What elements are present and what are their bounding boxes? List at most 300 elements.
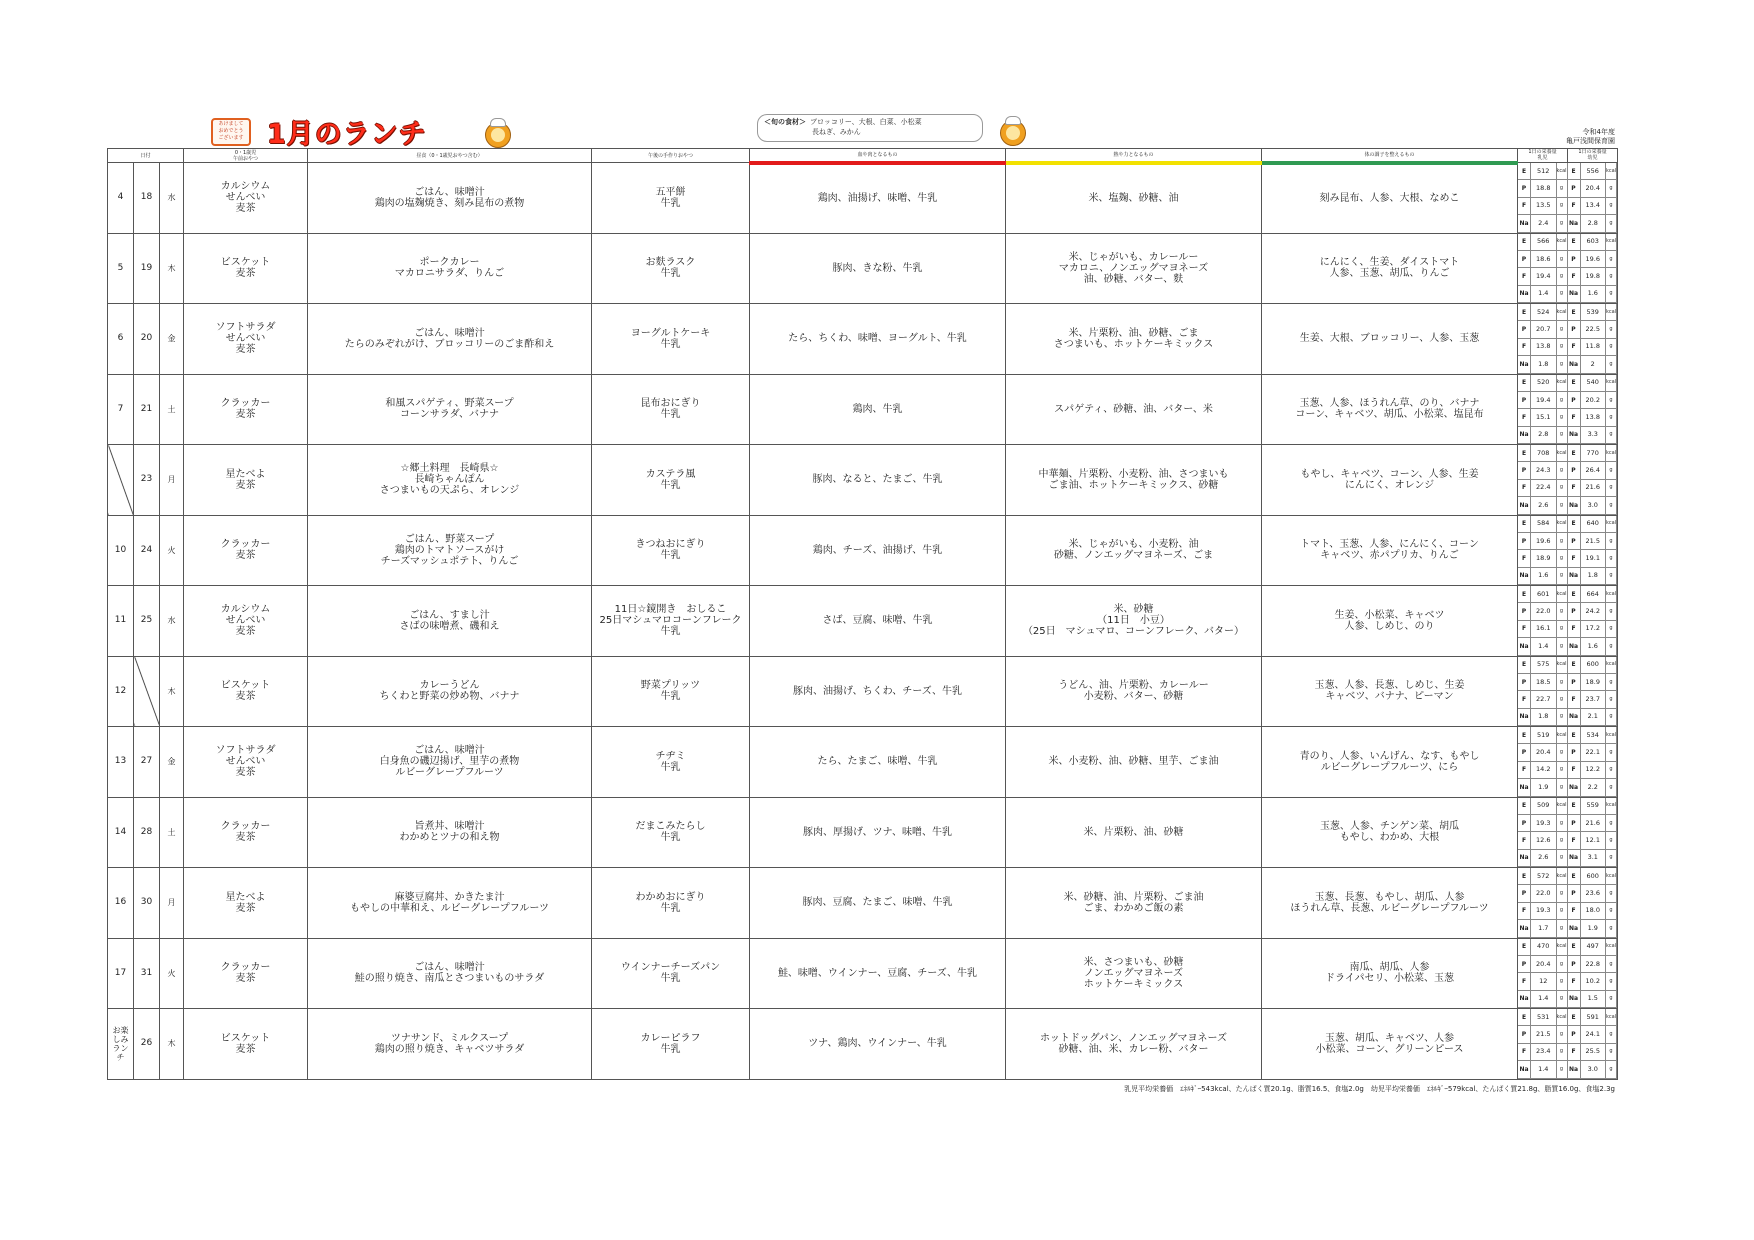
day-index-cell: 17 [108,938,134,1009]
nutrient-unit: g [1606,815,1617,832]
nutrient-unit: g [1557,850,1568,867]
nutrient-key: F [1518,973,1531,990]
nutrient-key: F [1568,762,1581,779]
nutrient-unit: g [1606,550,1617,567]
nutrient-value: 470 [1531,939,1557,956]
nutrient-value: 640 [1581,516,1607,533]
nutrient-value: 22.4 [1531,480,1557,497]
nutrient-unit: g [1557,409,1568,426]
nutrient-unit: g [1606,956,1617,973]
afternoon-snack-cell: チヂミ 牛乳 [592,727,750,798]
morning-snack-cell: ソフトサラダ せんべい 麦茶 [184,304,308,375]
red-food-cell: たら、ちくわ、味噌、ヨーグルト、牛乳 [750,304,1006,375]
lunch-cell: ごはん、野菜スープ 鶏肉のトマトソースがけ チーズマッシュポテト、りんご [308,515,592,586]
nutrition-grid [1518,163,1617,233]
nutrient-value: 23.7 [1581,691,1607,708]
yellow-food-cell: 米、砂糖、油、片栗粉、ごま油 ごま、わかめご飯の素 [1006,868,1262,939]
nutrient-key: E [1518,304,1531,321]
nutrient-key: P [1518,392,1531,409]
nutrient-unit: g [1557,638,1568,655]
date-cell: 26 [134,1009,160,1080]
nutrient-value: 1.6 [1531,568,1557,585]
nutrient-unit: g [1606,533,1617,550]
nutrient-key: E [1518,798,1531,815]
nutrient-value: 1.8 [1531,709,1557,726]
red-food-cell: さば、豆腐、味噌、牛乳 [750,586,1006,657]
nutrient-value: 600 [1581,657,1607,674]
nutrient-value: 23.6 [1581,885,1607,902]
nutrient-value: 2.6 [1531,497,1557,514]
day-index-cell: 10 [108,515,134,586]
day-index-cell: 12 [108,656,134,727]
nutrient-key: Na [1568,850,1581,867]
nutrient-unit: g [1557,744,1568,761]
weekday-cell: 木 [160,233,184,304]
yellow-food-cell: 米、小麦粉、油、砂糖、里芋、ごま油 [1006,727,1262,798]
nutrient-value: 20.4 [1531,956,1557,973]
date-cell: 19 [134,233,160,304]
nutrient-unit: g [1606,973,1617,990]
nutrient-key: F [1568,198,1581,215]
nutrient-key: P [1518,1026,1531,1043]
nutrient-key: P [1568,1026,1581,1043]
nutrient-unit: kcal [1606,163,1617,180]
weekday-cell: 土 [160,797,184,868]
menu-table [107,148,1618,1080]
lunch-cell: ごはん、すまし汁 さばの味噌煮、磯和え [308,586,592,657]
nutrient-value: 1.4 [1531,638,1557,655]
date-cell: 28 [134,797,160,868]
nutrient-value: 12.1 [1581,832,1607,849]
weekday-cell: 火 [160,515,184,586]
nutrition-grid [1518,516,1617,586]
nutrient-unit: g [1606,409,1617,426]
nutrient-value: 21.6 [1581,815,1607,832]
nutrient-key: Na [1568,1061,1581,1078]
nutrient-unit: g [1557,779,1568,796]
col-nutrition-infant: 1日の栄養量 乳児 [1518,149,1568,162]
yellow-food-cell: 米、片栗粉、油、砂糖 [1006,797,1262,868]
green-food-cell: トマト、玉葱、人参、にんにく、コーン キャベツ、赤パプリカ、りんご [1262,515,1518,586]
yellow-food-cell: 米、片栗粉、油、砂糖、ごま さつまいも、ホットケーキミックス [1006,304,1262,375]
nutrient-key: E [1568,939,1581,956]
green-food-cell: にんにく、生姜、ダイストマト 人参、玉葱、胡瓜、りんご [1262,233,1518,304]
lunch-cell: ツナサンド、ミルクスープ 鶏肉の照り焼き、キャベツサラダ [308,1009,592,1080]
nutrient-value: 10.2 [1581,973,1607,990]
green-food-cell: 刻み昆布、人参、大根、なめこ [1262,163,1518,234]
nutrient-unit: g [1606,991,1617,1008]
nutrition-grid [1518,586,1617,656]
nutrient-key: P [1568,321,1581,338]
morning-snack-cell: クラッカー 麦茶 [184,515,308,586]
nutrient-key: F [1568,409,1581,426]
nutrient-value: 539 [1581,304,1607,321]
green-food-cell: 玉葱、人参、長葱、しめじ、生姜 キャベツ、バナナ、ピーマン [1262,656,1518,727]
nutrient-value: 2.6 [1531,850,1557,867]
nutrient-key: E [1518,657,1531,674]
day-index-cell: お楽しみランチ [108,1009,134,1080]
nutrient-key: F [1568,832,1581,849]
nutrient-key: E [1568,234,1581,251]
morning-snack-cell: カルシウム せんべい 麦茶 [184,163,308,234]
nutrient-unit: g [1606,321,1617,338]
day-index-cell: 6 [108,304,134,375]
nutrient-key: F [1568,691,1581,708]
nutrient-unit: g [1557,339,1568,356]
nutrient-unit: g [1606,339,1617,356]
nutrient-value: 25.5 [1581,1044,1607,1061]
nutrient-value: 21.5 [1531,1026,1557,1043]
nutrient-value: 13.4 [1581,198,1607,215]
nutrient-value: 11.8 [1581,339,1607,356]
nutrition-cell [1518,727,1618,798]
menu-row [108,163,1618,234]
col-nutrition [1518,149,1618,163]
nutrient-key: P [1518,744,1531,761]
lunch-cell: ごはん、味噌汁 白身魚の磯辺揚げ、里芋の煮物 ルビーグレープフルーツ [308,727,592,798]
day-index-cell: 14 [108,797,134,868]
nutrient-unit: g [1606,621,1617,638]
nutrient-unit: kcal [1606,657,1617,674]
nutrient-key: E [1518,1009,1531,1026]
nutrient-key: Na [1568,286,1581,303]
nutrient-value: 12.2 [1581,762,1607,779]
nutrient-unit: g [1557,198,1568,215]
nutrition-cell [1518,868,1618,939]
nutrient-key: Na [1518,215,1531,232]
nutrient-value: 520 [1531,375,1557,392]
nutrient-value: 497 [1581,939,1607,956]
nutrient-unit: kcal [1557,939,1568,956]
nutrient-unit: kcal [1557,1009,1568,1026]
nutrient-key: E [1568,1009,1581,1026]
nutrition-grid [1518,727,1617,797]
nutrient-key: Na [1518,286,1531,303]
nutrition-cell [1518,656,1618,727]
nutrient-unit: g [1606,1044,1617,1061]
nutrient-unit: g [1606,497,1617,514]
lunch-cell: 麻婆豆腐丼、かきたま汁 もやしの中華和え、ルビーグレープフルーツ [308,868,592,939]
nutrient-key: P [1518,815,1531,832]
nutrient-key: P [1518,180,1531,197]
nutrient-key: Na [1568,356,1581,373]
nutrient-unit: g [1606,251,1617,268]
nutrient-value: 584 [1531,516,1557,533]
nutrient-value: 18.6 [1531,251,1557,268]
nutrient-value: 2.1 [1581,709,1607,726]
nutrient-value: 664 [1581,586,1607,603]
nutrient-value: 18.5 [1531,674,1557,691]
nutrient-value: 18.8 [1531,180,1557,197]
nutrient-value: 540 [1581,375,1607,392]
nutrient-value: 600 [1581,868,1607,885]
nutrient-unit: kcal [1557,516,1568,533]
nutrient-value: 22.7 [1531,691,1557,708]
menu-row [108,374,1618,445]
morning-snack-cell: ビスケット 麦茶 [184,233,308,304]
nutrient-unit: g [1557,1044,1568,1061]
nutrient-key: E [1518,939,1531,956]
nutrition-cell [1518,515,1618,586]
nutrient-unit: g [1606,180,1617,197]
day-index-cell: 4 [108,163,134,234]
nutrient-key: F [1568,1044,1581,1061]
nutrition-grid [1518,375,1617,445]
nutrient-unit: g [1557,533,1568,550]
afternoon-snack-cell: きつねおにぎり 牛乳 [592,515,750,586]
menu-row [108,304,1618,375]
morning-snack-cell: 星たべよ 麦茶 [184,445,308,516]
day-index-cell: 11 [108,586,134,657]
morning-snack-cell: ビスケット 麦茶 [184,1009,308,1080]
nutrient-unit: g [1606,832,1617,849]
nutrient-unit: kcal [1606,375,1617,392]
nutrient-value: 19.3 [1531,815,1557,832]
nutrient-key: P [1568,815,1581,832]
nutrient-key: Na [1518,920,1531,937]
weekday-cell: 月 [160,868,184,939]
nutrient-value: 22.0 [1531,885,1557,902]
afternoon-snack-cell: わかめおにぎり 牛乳 [592,868,750,939]
nutrient-key: P [1518,321,1531,338]
nutrient-key: E [1568,304,1581,321]
nutrient-value: 1.8 [1531,356,1557,373]
menu-row [108,586,1618,657]
nutrient-value: 1.6 [1581,286,1607,303]
nutrient-value: 20.7 [1531,321,1557,338]
lunch-cell: 和風スパゲティ、野菜スープ コーンサラダ、バナナ [308,374,592,445]
afternoon-snack-cell: ヨーグルトケーキ 牛乳 [592,304,750,375]
nutrient-key: P [1568,180,1581,197]
yellow-food-cell: 中華麺、片栗粉、小麦粉、油、さつまいも ごま油、ホットケーキミックス、砂糖 [1006,445,1262,516]
lunch-cell: ごはん、味噌汁 鶏肉の塩麹焼き、刻み昆布の煮物 [308,163,592,234]
green-food-cell: 生姜、大根、ブロッコリー、人参、玉葱 [1262,304,1518,375]
nutrient-key: F [1518,339,1531,356]
date-cell: 25 [134,586,160,657]
nutrition-cell [1518,586,1618,657]
menu-row [108,656,1618,727]
seasonal-line2: 長ねぎ、みかん [812,128,861,136]
new-year-greeting-badge: あけまして おめでとう ございます [211,118,251,146]
nutrient-key: E [1518,516,1531,533]
menu-row [108,1009,1618,1080]
nutrient-value: 524 [1531,304,1557,321]
lion-chef-mascot-icon [485,118,515,148]
nutrient-key: Na [1518,427,1531,444]
year-label: 令和4年度 [1582,128,1615,136]
weekday-cell: 火 [160,938,184,1009]
nutrient-key: Na [1518,497,1531,514]
lunch-cell: 旨煮丼、味噌汁 わかめとツナの和え物 [308,797,592,868]
nutrient-unit: g [1606,268,1617,285]
nutrient-unit: g [1557,568,1568,585]
nutrient-value: 601 [1531,586,1557,603]
nutrient-value: 19.8 [1581,268,1607,285]
weekday-cell: 金 [160,304,184,375]
nutrient-key: E [1568,657,1581,674]
nutrient-key: E [1518,586,1531,603]
nutrient-unit: kcal [1606,868,1617,885]
nutrient-unit: g [1606,568,1617,585]
day-index-cell: 13 [108,727,134,798]
nutrient-unit: g [1557,497,1568,514]
afternoon-snack-cell: カステラ風 牛乳 [592,445,750,516]
nutrient-key: F [1518,621,1531,638]
col-date: 日付 [108,149,184,163]
page-title: 1月のランチ [267,119,427,150]
nutrient-unit: g [1557,356,1568,373]
nutrient-value: 1.7 [1531,920,1557,937]
date-cell: 18 [134,163,160,234]
afternoon-snack-cell: 昆布おにぎり 牛乳 [592,374,750,445]
nutrition-grid [1518,798,1617,868]
nutrient-key: Na [1568,215,1581,232]
nutrient-unit: kcal [1606,1009,1617,1026]
weekday-cell: 木 [160,656,184,727]
nutrient-key: F [1518,832,1531,849]
nutrient-key: P [1568,744,1581,761]
nutrient-value: 1.8 [1581,568,1607,585]
nutrient-unit: kcal [1606,234,1617,251]
weekday-cell: 水 [160,586,184,657]
nutrient-unit: kcal [1557,163,1568,180]
nutrition-cell [1518,304,1618,375]
morning-snack-cell: クラッカー 麦茶 [184,797,308,868]
nutrient-key: P [1568,392,1581,409]
morning-snack-cell: ビスケット 麦茶 [184,656,308,727]
morning-snack-cell: クラッカー 麦茶 [184,374,308,445]
nutrient-unit: g [1606,356,1617,373]
green-food-cell: 玉葱、長葱、もやし、胡瓜、人参 ほうれん草、長葱、ルビーグレープフルーツ [1262,868,1518,939]
seasonal-line1: ブロッコリー、大根、白菜、小松菜 [810,118,922,126]
nutrient-unit: kcal [1606,304,1617,321]
nutrient-unit: g [1606,603,1617,620]
red-food-cell: 鮭、味噌、ウインナー、豆腐、チーズ、牛乳 [750,938,1006,1009]
nutrient-unit: g [1606,392,1617,409]
yellow-food-cell: スパゲティ、砂糖、油、バター、米 [1006,374,1262,445]
col-yellow-group: 熱や力となるもの [1006,149,1262,163]
nutrient-unit: g [1557,709,1568,726]
nutrient-value: 559 [1581,798,1607,815]
nutrient-value: 19.4 [1531,392,1557,409]
nutrient-value: 1.5 [1581,991,1607,1008]
nutrient-key: Na [1518,991,1531,1008]
nutrient-value: 17.2 [1581,621,1607,638]
nutrient-value: 512 [1531,163,1557,180]
red-food-cell: ツナ、鶏肉、ウインナー、牛乳 [750,1009,1006,1080]
nutrient-key: Na [1568,568,1581,585]
nutrient-key: P [1568,603,1581,620]
nutrient-key: P [1518,462,1531,479]
menu-row [108,797,1618,868]
nutrition-grid [1518,445,1617,515]
menu-row [108,868,1618,939]
nutrient-unit: g [1557,991,1568,1008]
nutrient-key: Na [1568,709,1581,726]
nutrient-unit: g [1557,885,1568,902]
nutrient-unit: g [1606,198,1617,215]
nutrient-unit: g [1557,286,1568,303]
nutrient-unit: g [1606,215,1617,232]
nutrient-value: 1.9 [1581,920,1607,937]
menu-row [108,727,1618,798]
green-food-cell: 青のり、人参、いんげん、なす、もやし ルビーグレープフルーツ、にら [1262,727,1518,798]
nutrient-unit: g [1557,920,1568,937]
nutrient-key: P [1518,674,1531,691]
morning-snack-cell: カルシウム せんべい 麦茶 [184,586,308,657]
nutrient-key: P [1518,251,1531,268]
nutrient-value: 3.1 [1581,850,1607,867]
red-food-cell: 鶏肉、油揚げ、味噌、牛乳 [750,163,1006,234]
nutrition-cell [1518,233,1618,304]
nutrient-unit: kcal [1606,516,1617,533]
nutrient-key: P [1568,251,1581,268]
yellow-food-cell: 米、砂糖 （11日 小豆） （25日 マシュマロ、コーンフレーク、バター） [1006,586,1262,657]
nutrient-unit: g [1557,550,1568,567]
nutrient-key: F [1518,268,1531,285]
lunch-cell: ☆郷土料理 長崎県☆ 長崎ちゃんぽん さつまいもの天ぷら、オレンジ [308,445,592,516]
date-cell: 21 [134,374,160,445]
col-lunch: 昼食（0・1歳児おやつ含む） [308,149,592,163]
nutrient-value: 1.9 [1531,779,1557,796]
nutrient-unit: g [1606,691,1617,708]
day-index-cell [108,445,134,516]
nutrient-value: 531 [1531,1009,1557,1026]
nutrient-value: 22.8 [1581,956,1607,973]
morning-snack-cell: ソフトサラダ せんべい 麦茶 [184,727,308,798]
nutrient-key: F [1518,198,1531,215]
nutrient-unit: g [1606,1061,1617,1078]
col-nutrition-toddler: 1日の栄養量 幼児 [1578,149,1607,161]
nutrient-value: 509 [1531,798,1557,815]
seasonal-label: ＜旬の食材＞ [764,118,806,126]
nutrient-value: 20.2 [1581,392,1607,409]
org-name: 亀戸浅間保育園 [1566,137,1615,145]
nutrition-cell [1518,797,1618,868]
nutrient-key: F [1518,691,1531,708]
nutrient-key: Na [1518,356,1531,373]
nutrient-unit: g [1606,762,1617,779]
nutrient-key: Na [1518,638,1531,655]
nutrient-key: Na [1518,709,1531,726]
nutrient-key: E [1518,234,1531,251]
nutrient-key: E [1568,375,1581,392]
date-cell: 20 [134,304,160,375]
nutrient-value: 13.5 [1531,198,1557,215]
nutrient-key: Na [1568,991,1581,1008]
nutrient-unit: g [1606,744,1617,761]
nutrient-key: E [1518,868,1531,885]
nutrient-key: F [1518,409,1531,426]
nutrient-key: F [1568,621,1581,638]
nutrient-value: 13.8 [1581,409,1607,426]
col-red-group: 血や肉となるもの [750,149,1006,163]
date-cell: 23 [134,445,160,516]
date-cell: 31 [134,938,160,1009]
nutrient-value: 566 [1531,234,1557,251]
nutrient-value: 22.5 [1581,321,1607,338]
nutrient-value: 3.3 [1581,427,1607,444]
nutrition-cell [1518,163,1618,234]
nutrient-value: 19.3 [1531,903,1557,920]
nutrient-key: E [1518,375,1531,392]
nutrition-cell [1518,1009,1618,1080]
nutrient-unit: g [1557,1026,1568,1043]
nutrient-unit: kcal [1557,727,1568,744]
nutrient-unit: kcal [1557,445,1568,462]
green-food-cell: 生姜、小松菜、キャベツ 人参、しめじ、のり [1262,586,1518,657]
nutrient-value: 23.4 [1531,1044,1557,1061]
